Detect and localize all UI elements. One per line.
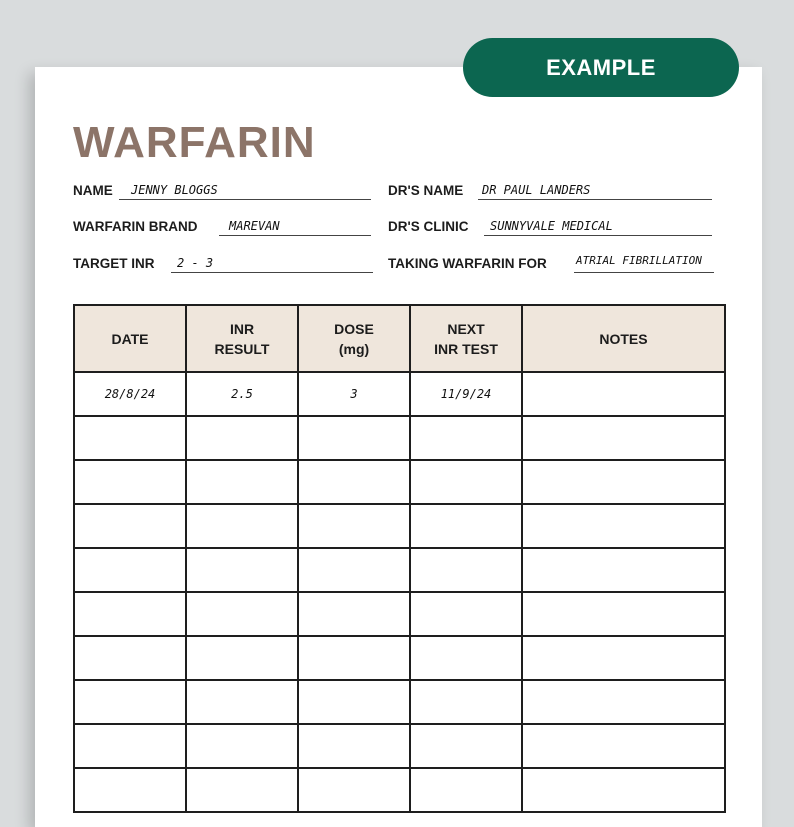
warfarin-brand-field[interactable] (73, 212, 371, 236)
cell-next-inr-test[interactable] (410, 680, 522, 724)
cell-date[interactable] (74, 768, 186, 812)
cell-inr-result[interactable]: 2.5 (186, 372, 298, 416)
table-row (74, 548, 725, 592)
cell-notes[interactable] (522, 768, 725, 812)
table-row (74, 460, 725, 504)
cell-dose[interactable] (298, 460, 410, 504)
table-row (74, 768, 725, 812)
cell-dose[interactable] (298, 768, 410, 812)
dr-clinic-label: DR'S CLINIC (388, 219, 469, 234)
warfarin-brand-label: WARFARIN BRAND (73, 219, 198, 234)
table-row (74, 724, 725, 768)
table-row (74, 680, 725, 724)
cell-inr-result[interactable] (186, 416, 298, 460)
cell-dose[interactable] (298, 636, 410, 680)
cell-dose[interactable] (298, 548, 410, 592)
taking-warfarin-for-line (574, 272, 714, 273)
target-inr-line (171, 272, 373, 273)
dr-clinic-line (484, 235, 712, 236)
cell-next-inr-test[interactable] (410, 636, 522, 680)
cell-dose[interactable] (298, 504, 410, 548)
cell-inr-result[interactable] (186, 636, 298, 680)
table-row (74, 372, 725, 416)
target-inr-value: 2 - 3 (177, 256, 214, 270)
cell-next-inr-test[interactable] (410, 768, 522, 812)
cell-next-inr-test[interactable] (410, 504, 522, 548)
cell-inr-result[interactable] (186, 680, 298, 724)
dr-name-line (478, 199, 712, 200)
inr-log-table (73, 304, 726, 813)
cell-date[interactable] (74, 680, 186, 724)
page-title: WARFARIN (73, 118, 316, 167)
cell-notes[interactable] (522, 636, 725, 680)
table-row (74, 636, 725, 680)
cell-next-inr-test[interactable] (410, 592, 522, 636)
cell-next-inr-test[interactable] (410, 416, 522, 460)
cell-next-inr-test[interactable] (410, 460, 522, 504)
dr-name-field[interactable] (388, 176, 712, 200)
taking-warfarin-for-label: TAKING WARFARIN FOR (388, 256, 547, 271)
cell-next-inr-test[interactable] (410, 724, 522, 768)
warfarin-brand-line (219, 235, 371, 236)
cell-dose[interactable] (298, 724, 410, 768)
cell-date[interactable] (74, 636, 186, 680)
table-row (74, 504, 725, 548)
cell-inr-result[interactable] (186, 548, 298, 592)
cell-notes[interactable] (522, 548, 725, 592)
cell-date[interactable] (74, 592, 186, 636)
cell-inr-result[interactable] (186, 592, 298, 636)
dr-clinic-field[interactable] (388, 212, 712, 236)
header-next-inr-test: NEXT INR TEST (410, 305, 522, 372)
name-line (119, 199, 371, 200)
warfarin-brand-value: MAREVAN (229, 219, 280, 233)
header-inr-result: INR RESULT (186, 305, 298, 372)
cell-date[interactable]: 28/8/24 (74, 372, 186, 416)
cell-date[interactable] (74, 460, 186, 504)
cell-notes[interactable] (522, 504, 725, 548)
cell-date[interactable] (74, 504, 186, 548)
cell-date[interactable] (74, 724, 186, 768)
cell-next-inr-test[interactable] (410, 548, 522, 592)
taking-warfarin-for-field[interactable] (388, 249, 714, 273)
taking-warfarin-for-value: ATRIAL FIBRILLATION (576, 254, 702, 267)
dr-name-value: DR PAUL LANDERS (482, 183, 591, 197)
header-notes: NOTES (522, 305, 725, 372)
dr-name-label: DR'S NAME (388, 183, 464, 198)
name-field[interactable] (73, 176, 371, 200)
target-inr-field[interactable] (73, 249, 373, 273)
cell-notes[interactable] (522, 724, 725, 768)
cell-inr-result[interactable] (186, 504, 298, 548)
cell-notes[interactable] (522, 592, 725, 636)
cell-next-inr-test[interactable]: 11/9/24 (410, 372, 522, 416)
name-label: NAME (73, 183, 113, 198)
table-header-row (74, 305, 725, 372)
cell-notes[interactable] (522, 680, 725, 724)
header-date: DATE (74, 305, 186, 372)
header-dose: DOSE (mg) (298, 305, 410, 372)
table-row (74, 592, 725, 636)
cell-notes[interactable] (522, 372, 725, 416)
cell-inr-result[interactable] (186, 724, 298, 768)
cell-dose[interactable] (298, 680, 410, 724)
name-value: JENNY BLOGGS (131, 183, 218, 197)
example-badge: EXAMPLE (463, 38, 739, 97)
cell-inr-result[interactable] (186, 460, 298, 504)
table-body (74, 372, 725, 812)
cell-notes[interactable] (522, 416, 725, 460)
cell-dose[interactable] (298, 416, 410, 460)
cell-inr-result[interactable] (186, 768, 298, 812)
cell-date[interactable] (74, 416, 186, 460)
target-inr-label: TARGET INR (73, 256, 155, 271)
table-row (74, 416, 725, 460)
cell-date[interactable] (74, 548, 186, 592)
cell-dose[interactable]: 3 (298, 372, 410, 416)
cell-dose[interactable] (298, 592, 410, 636)
dr-clinic-value: SUNNYVALE MEDICAL (490, 219, 613, 233)
cell-notes[interactable] (522, 460, 725, 504)
